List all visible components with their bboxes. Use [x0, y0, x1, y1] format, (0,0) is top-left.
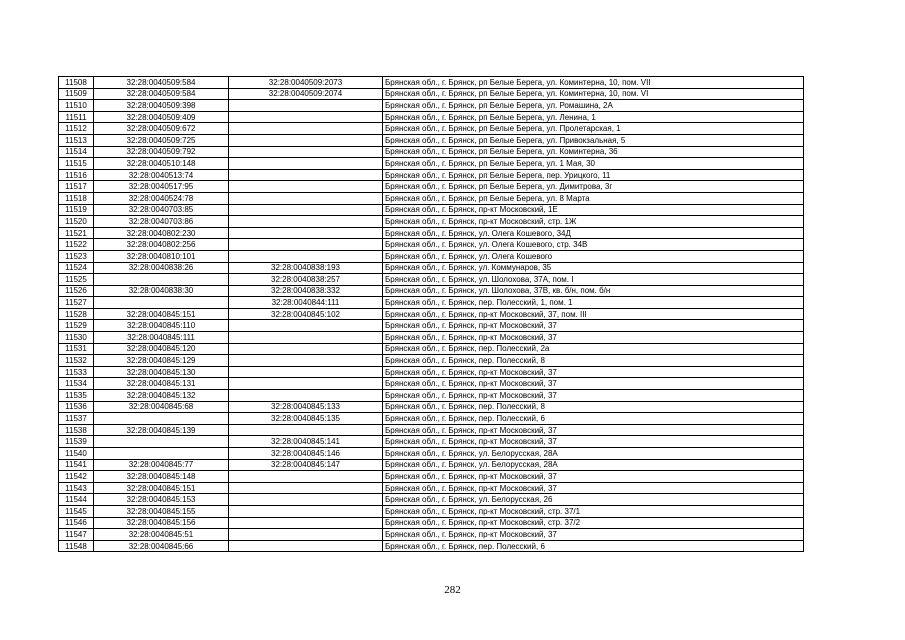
cadastral-number-cell: 32:28:0040845:141: [229, 436, 383, 448]
cadastral-number-cell: 32:28:0040838:257: [229, 274, 383, 286]
row-number-cell: 11532: [59, 355, 94, 367]
address-cell: Брянская обл., г. Брянск, пр-кт Московский, 1Е: [383, 204, 804, 216]
cadastral-number-cell: [229, 529, 383, 541]
parent-cadastral-number-cell: 32:28:0040845:132: [94, 390, 229, 402]
cadastral-number-cell: [229, 471, 383, 483]
parent-cadastral-number-cell: 32:28:0040845:51: [94, 529, 229, 541]
row-number-cell: 11543: [59, 482, 94, 494]
row-number-cell: 11521: [59, 227, 94, 239]
cadastral-number-cell: 32:28:0040845:146: [229, 448, 383, 460]
table-row: [59, 401, 804, 413]
cadastral-number-cell: [229, 494, 383, 506]
row-number-cell: 11515: [59, 158, 94, 170]
cadastral-number-cell: 32:28:0040838:193: [229, 262, 383, 274]
cadastral-number-cell: [229, 505, 383, 517]
row-number-cell: 11539: [59, 436, 94, 448]
address-cell: Брянская обл., г. Брянск, пр-кт Московский, 37: [383, 378, 804, 390]
table-row: [59, 216, 804, 228]
address-cell: Брянская обл., г. Брянск, пр-кт Московский, стр. 37/1: [383, 505, 804, 517]
parent-cadastral-number-cell: 32:28:0040509:672: [94, 123, 229, 135]
parent-cadastral-number-cell: 32:28:0040802:256: [94, 239, 229, 251]
table-row: [59, 413, 804, 425]
table-row: [59, 250, 804, 262]
row-number-cell: 11545: [59, 505, 94, 517]
parent-cadastral-number-cell: [94, 297, 229, 309]
table-row: [59, 88, 804, 100]
parent-cadastral-number-cell: 32:28:0040845:139: [94, 424, 229, 436]
parent-cadastral-number-cell: 32:28:0040509:792: [94, 146, 229, 158]
address-cell: Брянская обл., г. Брянск, рп Белые Берега, ул. Привокзальная, 5: [383, 134, 804, 146]
parent-cadastral-number-cell: 32:28:0040802:230: [94, 227, 229, 239]
row-number-cell: 11535: [59, 390, 94, 402]
cadastral-number-cell: 32:28:0040509:2074: [229, 88, 383, 100]
row-number-cell: 11518: [59, 192, 94, 204]
address-cell: Брянская обл., г. Брянск, пр-кт Московский, стр. 37/2: [383, 517, 804, 529]
table-row: [59, 123, 804, 135]
parent-cadastral-number-cell: 32:28:0040703:85: [94, 204, 229, 216]
parent-cadastral-number-cell: 32:28:0040524:78: [94, 192, 229, 204]
address-cell: Брянская обл., г. Брянск, ул. Олега Кошевого, 34Д: [383, 227, 804, 239]
address-cell: Брянская обл., г. Брянск, ул. Коммунаров, 35: [383, 262, 804, 274]
cadastral-number-cell: [229, 320, 383, 332]
parent-cadastral-number-cell: 32:28:0040838:30: [94, 285, 229, 297]
address-cell: Брянская обл., г. Брянск, рп Белые Берега, пер. Урицкого, 11: [383, 169, 804, 181]
table-row: [59, 529, 804, 541]
address-cell: Брянская обл., г. Брянск, пр-кт Московский, 37: [383, 436, 804, 448]
table-row: [59, 111, 804, 123]
parent-cadastral-number-cell: 32:28:0040509:725: [94, 134, 229, 146]
cadastral-number-cell: [229, 355, 383, 367]
cadastral-number-cell: [229, 134, 383, 146]
cadastral-number-cell: [229, 250, 383, 262]
cadastral-number-cell: [229, 181, 383, 193]
row-number-cell: 11542: [59, 471, 94, 483]
parent-cadastral-number-cell: [94, 274, 229, 286]
table-row: [59, 378, 804, 390]
parent-cadastral-number-cell: 32:28:0040845:129: [94, 355, 229, 367]
parent-cadastral-number-cell: 32:28:0040845:68: [94, 401, 229, 413]
table-row: [59, 436, 804, 448]
table-row: [59, 227, 804, 239]
parent-cadastral-number-cell: 32:28:0040845:66: [94, 540, 229, 552]
address-cell: Брянская обл., г. Брянск, ул. Белорусская, 28А: [383, 459, 804, 471]
address-cell: Брянская обл., г. Брянск, рп Белые Берега, ул. Коминтерна, 10, пом. VII: [383, 77, 804, 89]
table-row: [59, 146, 804, 158]
address-cell: Брянская обл., г. Брянск, рп Белые Берега, ул. Ленина, 1: [383, 111, 804, 123]
parent-cadastral-number-cell: 32:28:0040509:398: [94, 100, 229, 112]
row-number-cell: 11517: [59, 181, 94, 193]
table-row: [59, 343, 804, 355]
table-row: [59, 262, 804, 274]
parent-cadastral-number-cell: 32:28:0040810:101: [94, 250, 229, 262]
cadastral-number-cell: [229, 227, 383, 239]
row-number-cell: 11514: [59, 146, 94, 158]
cadastral-number-cell: [229, 378, 383, 390]
row-number-cell: 11510: [59, 100, 94, 112]
table-row: [59, 169, 804, 181]
row-number-cell: 11544: [59, 494, 94, 506]
parent-cadastral-number-cell: 32:28:0040845:153: [94, 494, 229, 506]
table-row: [59, 540, 804, 552]
registry-table-body: [59, 77, 804, 552]
parent-cadastral-number-cell: 32:28:0040513:74: [94, 169, 229, 181]
cadastral-number-cell: [229, 123, 383, 135]
address-cell: Брянская обл., г. Брянск, пр-кт Московский, 37, пом. III: [383, 308, 804, 320]
address-cell: Брянская обл., г. Брянск, ул. Белорусская, 26: [383, 494, 804, 506]
cadastral-number-cell: [229, 158, 383, 170]
table-row: [59, 285, 804, 297]
table-row: [59, 355, 804, 367]
row-number-cell: 11548: [59, 540, 94, 552]
table-row: [59, 181, 804, 193]
address-cell: Брянская обл., г. Брянск, рп Белые Берега, ул. Ромашина, 2А: [383, 100, 804, 112]
cadastral-number-cell: [229, 216, 383, 228]
cadastral-number-cell: [229, 332, 383, 344]
cadastral-number-cell: 32:28:0040509:2073: [229, 77, 383, 89]
address-cell: Брянская обл., г. Брянск, рп Белые Берега, ул. Димитрова, 3г: [383, 181, 804, 193]
row-number-cell: 11523: [59, 250, 94, 262]
cadastral-number-cell: [229, 366, 383, 378]
parent-cadastral-number-cell: [94, 448, 229, 460]
cadastral-number-cell: [229, 100, 383, 112]
parent-cadastral-number-cell: [94, 413, 229, 425]
parent-cadastral-number-cell: 32:28:0040845:155: [94, 505, 229, 517]
table-row: [59, 471, 804, 483]
row-number-cell: 11537: [59, 413, 94, 425]
cadastral-number-cell: [229, 192, 383, 204]
row-number-cell: 11513: [59, 134, 94, 146]
parent-cadastral-number-cell: 32:28:0040509:584: [94, 77, 229, 89]
cadastral-number-cell: 32:28:0040844:111: [229, 297, 383, 309]
table-row: [59, 448, 804, 460]
cadastral-number-cell: [229, 204, 383, 216]
parent-cadastral-number-cell: 32:28:0040845:130: [94, 366, 229, 378]
parent-cadastral-number-cell: [94, 436, 229, 448]
cadastral-number-cell: [229, 169, 383, 181]
row-number-cell: 11531: [59, 343, 94, 355]
row-number-cell: 11528: [59, 308, 94, 320]
address-cell: Брянская обл., г. Брянск, пр-кт Московский, 37: [383, 529, 804, 541]
row-number-cell: 11527: [59, 297, 94, 309]
row-number-cell: 11541: [59, 459, 94, 471]
address-cell: Брянская обл., г. Брянск, пр-кт Московский, стр. 1Ж: [383, 216, 804, 228]
address-cell: Брянская обл., г. Брянск, пр-кт Московский, 37: [383, 320, 804, 332]
parent-cadastral-number-cell: 32:28:0040703:86: [94, 216, 229, 228]
table-row: [59, 239, 804, 251]
cadastral-number-cell: [229, 517, 383, 529]
address-cell: Брянская обл., г. Брянск, пр-кт Московский, 37: [383, 366, 804, 378]
address-cell: Брянская обл., г. Брянск, рп Белые Берега, ул. Пролетарская, 1: [383, 123, 804, 135]
cadastral-number-cell: [229, 146, 383, 158]
row-number-cell: 11540: [59, 448, 94, 460]
table-row: [59, 77, 804, 89]
address-cell: Брянская обл., г. Брянск, пр-кт Московский, 37: [383, 390, 804, 402]
table-row: [59, 158, 804, 170]
table-row: [59, 505, 804, 517]
cadastral-number-cell: [229, 239, 383, 251]
address-cell: Брянская обл., г. Брянск, ул. Олега Кошевого, стр. 34В: [383, 239, 804, 251]
row-number-cell: 11519: [59, 204, 94, 216]
table-row: [59, 192, 804, 204]
parent-cadastral-number-cell: 32:28:0040845:131: [94, 378, 229, 390]
cadastral-number-cell: 32:28:0040845:147: [229, 459, 383, 471]
row-number-cell: 11534: [59, 378, 94, 390]
cadastral-number-cell: 32:28:0040838:332: [229, 285, 383, 297]
cadastral-number-cell: 32:28:0040845:102: [229, 308, 383, 320]
parent-cadastral-number-cell: 32:28:0040845:151: [94, 308, 229, 320]
address-cell: Брянская обл., г. Брянск, пр-кт Московский, 37: [383, 332, 804, 344]
table-row: [59, 320, 804, 332]
parent-cadastral-number-cell: 32:28:0040845:110: [94, 320, 229, 332]
address-cell: Брянская обл., г. Брянск, пер. Полесский, 8: [383, 401, 804, 413]
table-row: [59, 482, 804, 494]
parent-cadastral-number-cell: 32:28:0040845:148: [94, 471, 229, 483]
parent-cadastral-number-cell: 32:28:0040509:584: [94, 88, 229, 100]
address-cell: Брянская обл., г. Брянск, ул. Шолохова, 37В, кв. б/н, пом. б/н: [383, 285, 804, 297]
parent-cadastral-number-cell: 32:28:0040845:77: [94, 459, 229, 471]
row-number-cell: 11524: [59, 262, 94, 274]
table-row: [59, 297, 804, 309]
cadastral-number-cell: [229, 540, 383, 552]
cadastral-number-cell: [229, 343, 383, 355]
address-cell: Брянская обл., г. Брянск, рп Белые Берега, ул. Коминтерна, 10, пом. VI: [383, 88, 804, 100]
address-cell: Брянская обл., г. Брянск, ул. Белорусская, 28А: [383, 448, 804, 460]
table-row: [59, 308, 804, 320]
row-number-cell: 11529: [59, 320, 94, 332]
cadastral-number-cell: 32:28:0040845:135: [229, 413, 383, 425]
address-cell: Брянская обл., г. Брянск, пр-кт Московский, 37: [383, 471, 804, 483]
table-row: [59, 134, 804, 146]
row-number-cell: 11516: [59, 169, 94, 181]
parent-cadastral-number-cell: 32:28:0040510:148: [94, 158, 229, 170]
table-row: [59, 366, 804, 378]
address-cell: Брянская обл., г. Брянск, пр-кт Московский, 37: [383, 424, 804, 436]
row-number-cell: 11530: [59, 332, 94, 344]
address-cell: Брянская обл., г. Брянск, рп Белые Берега, ул. Коминтерна, 36: [383, 146, 804, 158]
address-cell: Брянская обл., г. Брянск, ул. Олега Кошевого: [383, 250, 804, 262]
parent-cadastral-number-cell: 32:28:0040845:151: [94, 482, 229, 494]
address-cell: Брянская обл., г. Брянск, пер. Полесский, 8: [383, 355, 804, 367]
address-cell: Брянская обл., г. Брянск, рп Белые Берега, ул. 8 Марта: [383, 192, 804, 204]
address-cell: Брянская обл., г. Брянск, пр-кт Московский, 37: [383, 482, 804, 494]
table-row: [59, 424, 804, 436]
row-number-cell: 11526: [59, 285, 94, 297]
table-row: [59, 494, 804, 506]
registry-table: [58, 76, 804, 552]
parent-cadastral-number-cell: 32:28:0040838:26: [94, 262, 229, 274]
row-number-cell: 11536: [59, 401, 94, 413]
table-row: [59, 332, 804, 344]
table-row: [59, 274, 804, 286]
row-number-cell: 11509: [59, 88, 94, 100]
row-number-cell: 11533: [59, 366, 94, 378]
parent-cadastral-number-cell: 32:28:0040509:409: [94, 111, 229, 123]
cadastral-number-cell: [229, 424, 383, 436]
row-number-cell: 11508: [59, 77, 94, 89]
row-number-cell: 11538: [59, 424, 94, 436]
address-cell: Брянская обл., г. Брянск, пер. Полесский, 1, пом. 1: [383, 297, 804, 309]
row-number-cell: 11547: [59, 529, 94, 541]
cadastral-number-cell: [229, 482, 383, 494]
address-cell: Брянская обл., г. Брянск, пер. Полесский, 2а: [383, 343, 804, 355]
address-cell: Брянская обл., г. Брянск, ул. Шолохова, 37А, пом. I: [383, 274, 804, 286]
row-number-cell: 11546: [59, 517, 94, 529]
address-cell: Брянская обл., г. Брянск, пер. Полесский, 6: [383, 540, 804, 552]
row-number-cell: 11522: [59, 239, 94, 251]
row-number-cell: 11511: [59, 111, 94, 123]
address-cell: Брянская обл., г. Брянск, пер. Полесский, 6: [383, 413, 804, 425]
row-number-cell: 11512: [59, 123, 94, 135]
table-row: [59, 517, 804, 529]
table-row: [59, 204, 804, 216]
address-cell: Брянская обл., г. Брянск, рп Белые Берега, ул. 1 Мая, 30: [383, 158, 804, 170]
table-row: [59, 100, 804, 112]
table-row: [59, 459, 804, 471]
page-number: 282: [444, 584, 461, 596]
parent-cadastral-number-cell: 32:28:0040845:120: [94, 343, 229, 355]
parent-cadastral-number-cell: 32:28:0040517:95: [94, 181, 229, 193]
cadastral-number-cell: 32:28:0040845:133: [229, 401, 383, 413]
row-number-cell: 11520: [59, 216, 94, 228]
parent-cadastral-number-cell: 32:28:0040845:156: [94, 517, 229, 529]
cadastral-number-cell: [229, 390, 383, 402]
cadastral-number-cell: [229, 111, 383, 123]
parent-cadastral-number-cell: 32:28:0040845:111: [94, 332, 229, 344]
row-number-cell: 11525: [59, 274, 94, 286]
table-row: [59, 390, 804, 402]
